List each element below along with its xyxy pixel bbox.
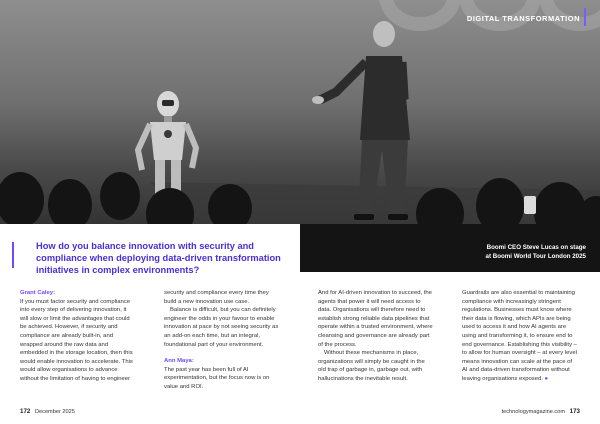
answer-text: The past year has been full of AI experimentation, but the focus now is on value and ROI. [164,366,270,390]
question-box [0,224,300,275]
question-heading: How do you balance innovation with security and compliance when deploying data-driven transformation initiatives in complex environments? [36,241,281,275]
answer-text: If you must factor security and compliance into every step of delivering innovation, it will slow or limit the advantages that could be achieved. However, if security and compliance are already built-in, and wrapped around the raw data and embedded in the storage location, then this would enable innovation to accelerate. This would allow organisations to advance without the limitation of having to engineer [20,298,133,382]
caption-line-2: at Boomi World Tour London 2025 [485,252,586,260]
answer-text: Without these mechanisms in place, organizations will simply be caught in the old trap of garbage in, garbage out, with hallucinations the inevitable result. [318,350,425,382]
section-accent-bar [584,8,586,26]
answer-text: Guardrails are also essential to maintaining compliance with increasingly stringent regulations. Businesses must know where their data is flowing, which APIs are being used to access it and how AI agents are using and transforming it, to ensure end to end governance. Establishing this visibility – to allow for human oversight – at every level means innovation can scale at the pace of AI and data-driven transformation without leaving organisations exposed. [462,290,577,382]
answer-text: security and compliance every time they build a new innovation use case. [164,290,269,305]
speaker-grant-caley: Grant Caley: [20,290,56,296]
caption-line-1: Boomi CEO Steve Lucas on stage [486,244,586,251]
page-number-left: 172 [20,408,31,415]
site-url[interactable]: technologymagazine.com [501,409,565,415]
text-column-1 [20,289,136,384]
speaker-ann-maya: Ann Maya: [164,358,194,365]
footer-left [20,408,75,415]
question-accent-bar [12,242,14,268]
text-column-4 [462,289,578,384]
footer-right [502,408,580,415]
photo-caption [436,244,586,261]
text-column-2 [164,289,280,392]
answer-text: Balance is difficult, but you can definitely engineer the odds in your favour to enable innovation at pace by not seeing security as an add-on each time, but an integral, foundational part of your environment. [164,307,279,348]
issue-date: December 2025 [35,409,75,415]
page-number-right: 173 [569,408,580,415]
section-label: DIGITAL TRANSFORMATION [466,14,580,23]
answer-text: And for AI-driven innovation to succeed, the agents that power it will need access to data. Organisations will therefore need to establish strong reliable data pipelines that operate within a trusted environment, where cleansing and governance are already part of the process. [318,290,433,348]
text-column-3 [318,289,434,384]
article-end-icon: ● [544,375,549,382]
phone-in-audience [524,196,536,214]
